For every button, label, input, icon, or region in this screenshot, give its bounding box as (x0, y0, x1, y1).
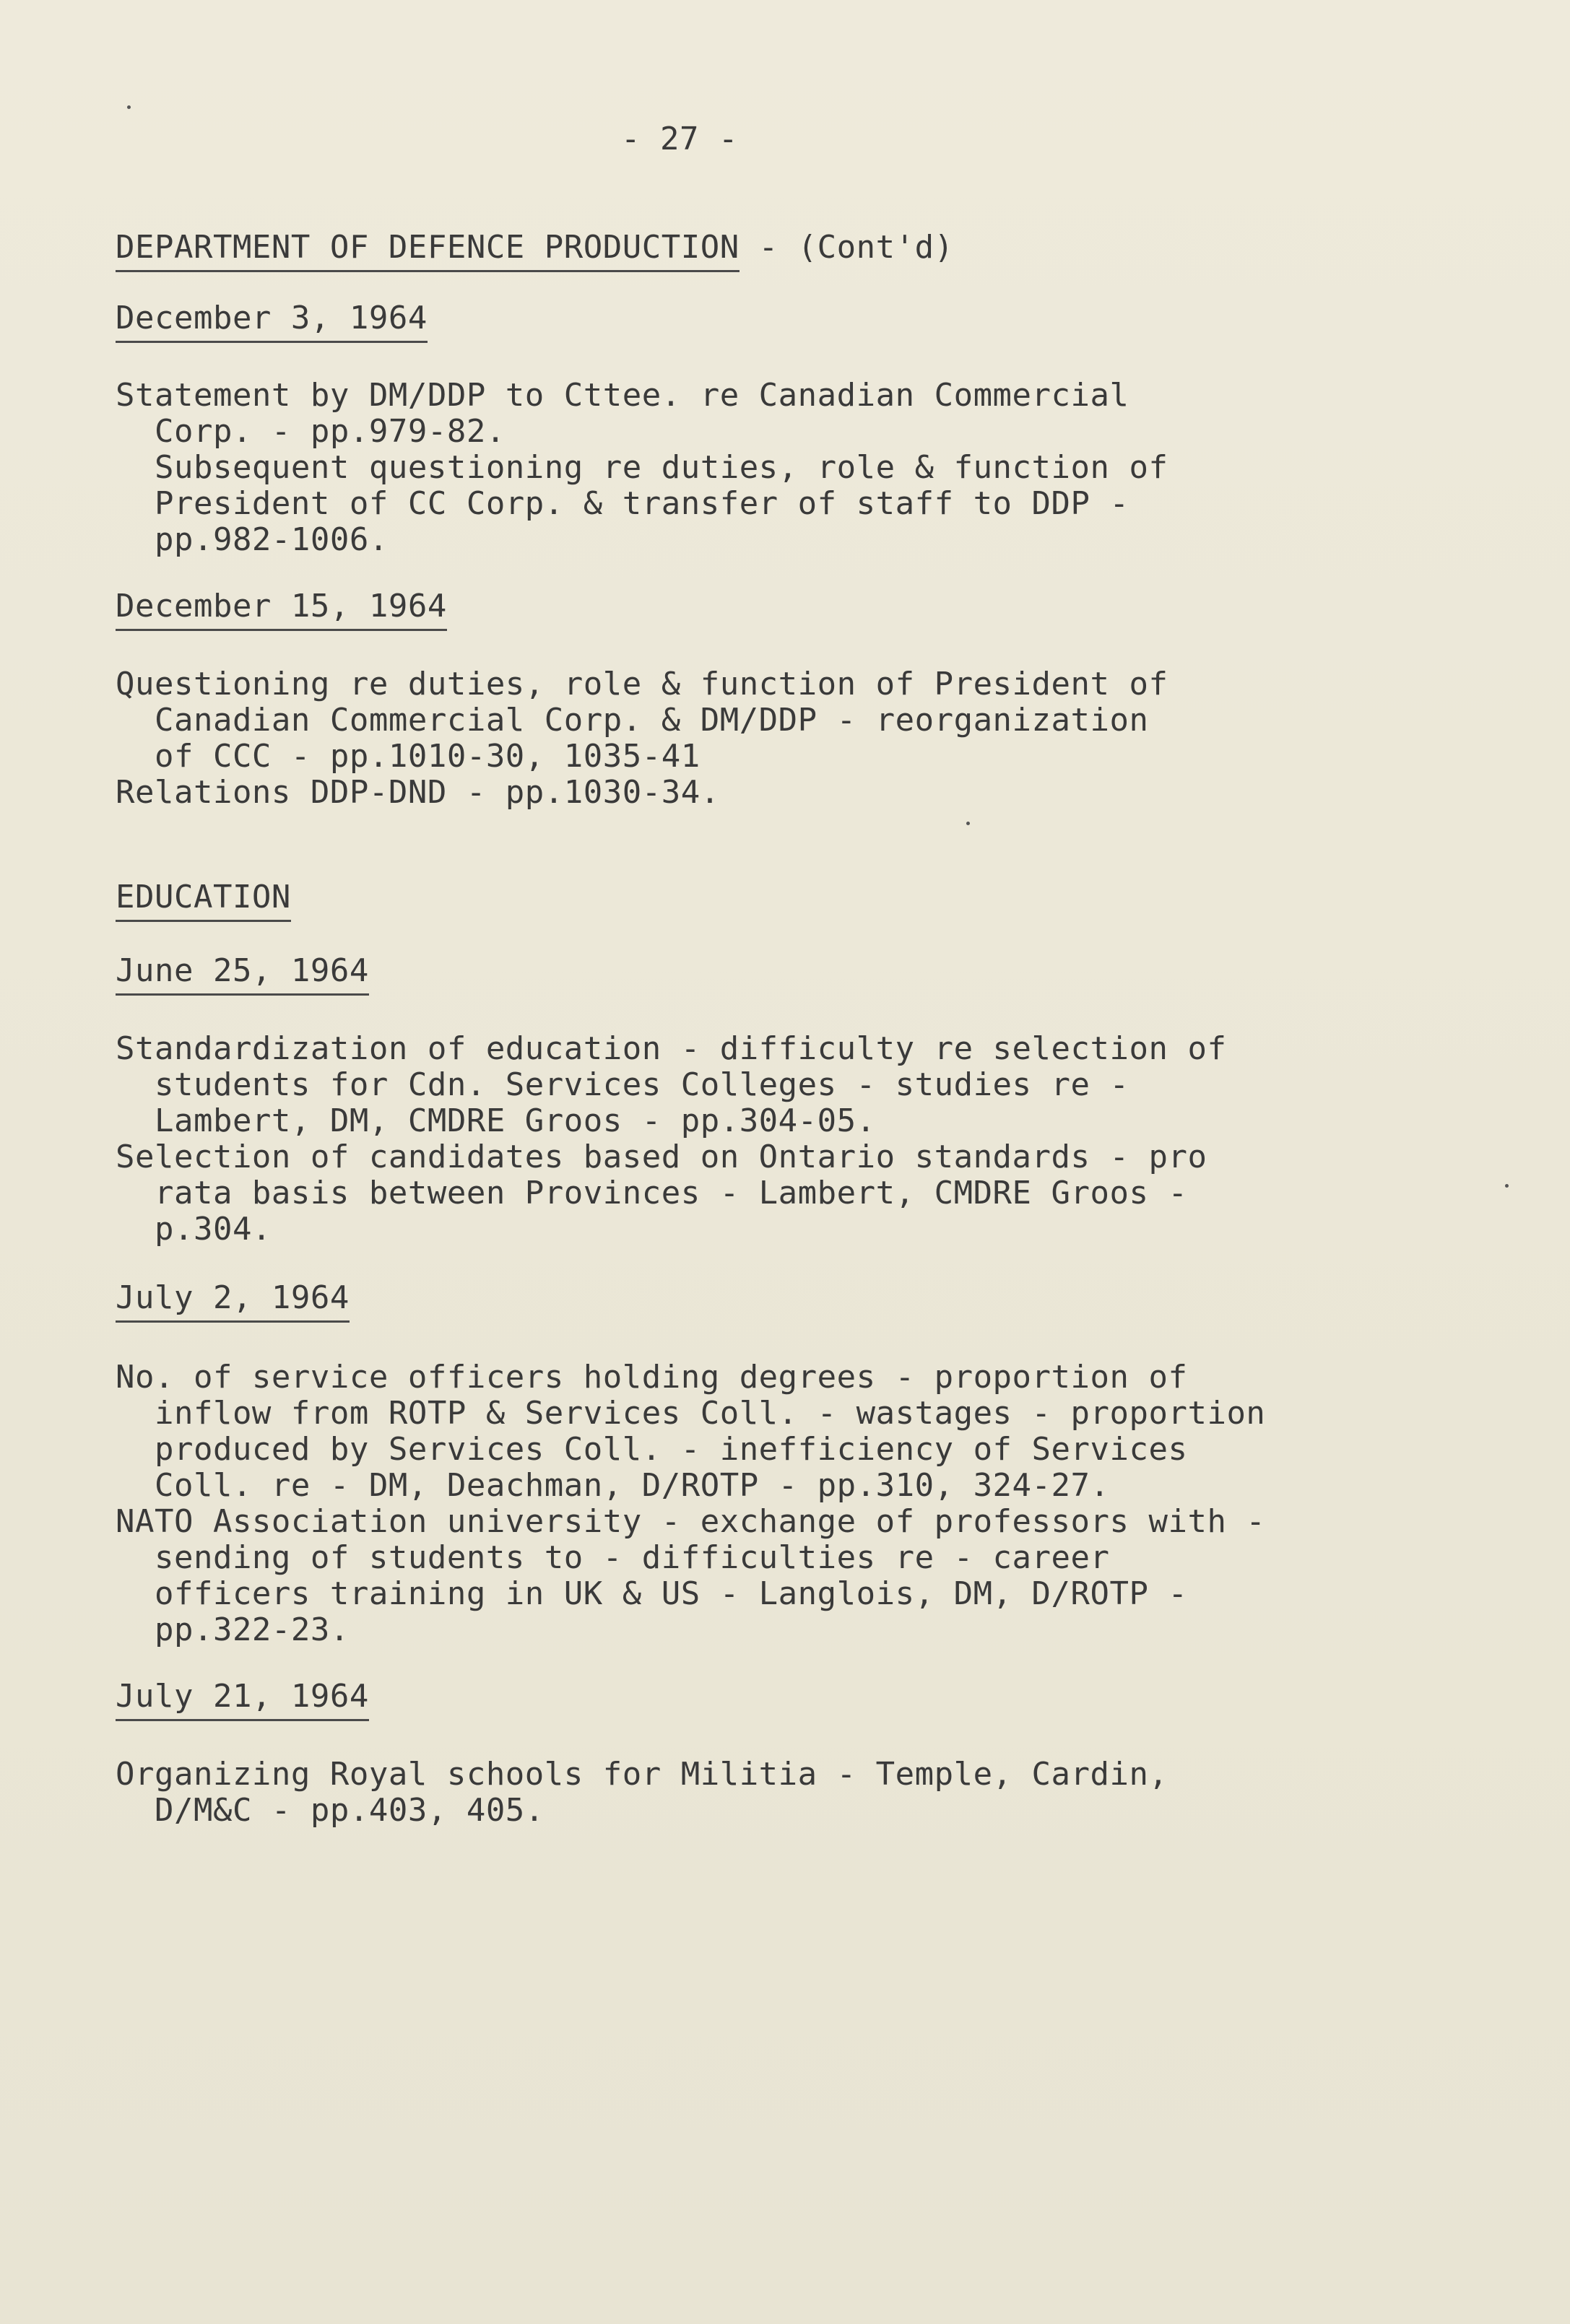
entry-line: Coll. re - DM, Deachman, D/ROTP - pp.310, 324-27. (116, 1467, 1110, 1504)
section-heading-title: EDUCATION (116, 879, 291, 922)
entry-line: students for Cdn. Services Colleges - studies re - (116, 1066, 1129, 1103)
entry-line: Subsequent questioning re duties, role & function of (116, 449, 1168, 486)
entry-date (116, 1679, 369, 1715)
entry-line: NATO Association university - exchange of professors with - (116, 1503, 1266, 1540)
entry-date-text: December 15, 1964 (116, 588, 447, 631)
section-heading (116, 230, 954, 266)
entry-date (116, 953, 369, 989)
entry-line: No. of service officers holding degrees - proportion of (116, 1359, 1188, 1396)
entry-line: produced by Services Coll. - inefficiency of Services (116, 1431, 1188, 1468)
entry-line: Relations DDP-DND - pp.1030-34. (116, 774, 720, 811)
page-number: - 27 - (621, 121, 738, 157)
entry-date (116, 300, 428, 336)
entry-line: rata basis between Provinces - Lambert, CMDRE Groos - (116, 1175, 1188, 1211)
entry-date (116, 588, 447, 624)
entry-line: of CCC - pp.1010-30, 1035-41 (116, 738, 701, 775)
entry-line: inflow from ROTP & Services Coll. - wastages - proportion (116, 1395, 1266, 1432)
entry-line: Canadian Commercial Corp. & DM/DDP - reorganization (116, 702, 1149, 739)
entry-line: pp.982-1006. (116, 521, 389, 558)
entry-line: Standardization of education - difficulty re selection of (116, 1030, 1227, 1067)
speck-mark (966, 822, 970, 825)
entry-line: p.304. (116, 1211, 272, 1248)
entry-date-text: June 25, 1964 (116, 952, 369, 996)
entry-line: Selection of candidates based on Ontario standards - pro (116, 1139, 1207, 1175)
entry-date (116, 1280, 350, 1316)
speck-mark (1505, 1184, 1509, 1188)
entry-line: Statement by DM/DDP to Cttee. re Canadian Commercial (116, 377, 1129, 414)
entry-line: Questioning re duties, role & function of President of (116, 666, 1168, 702)
entry-line: President of CC Corp. & transfer of staff to DDP - (116, 485, 1129, 522)
section-heading-title: DEPARTMENT OF DEFENCE PRODUCTION (116, 229, 740, 272)
entry-date-text: July 2, 1964 (116, 1279, 350, 1323)
entry-date-text: July 21, 1964 (116, 1678, 369, 1721)
entry-line: officers training in UK & US - Langlois, DM, D/ROTP - (116, 1575, 1188, 1612)
entry-line: Organizing Royal schools for Militia - Temple, Cardin, (116, 1756, 1168, 1793)
entry-line: D/M&C - pp.403, 405. (116, 1792, 545, 1829)
speck-mark (127, 105, 131, 109)
entry-line: Corp. - pp.979-82. (116, 413, 506, 450)
entry-line: sending of students to - difficulties re - career (116, 1539, 1110, 1576)
section-heading (116, 879, 291, 915)
section-heading-suffix: - (Cont'd) (739, 229, 954, 266)
entry-line: Lambert, DM, CMDRE Groos - pp.304-05. (116, 1102, 876, 1139)
entry-line: pp.322-23. (116, 1611, 350, 1648)
entry-date-text: December 3, 1964 (116, 300, 428, 343)
